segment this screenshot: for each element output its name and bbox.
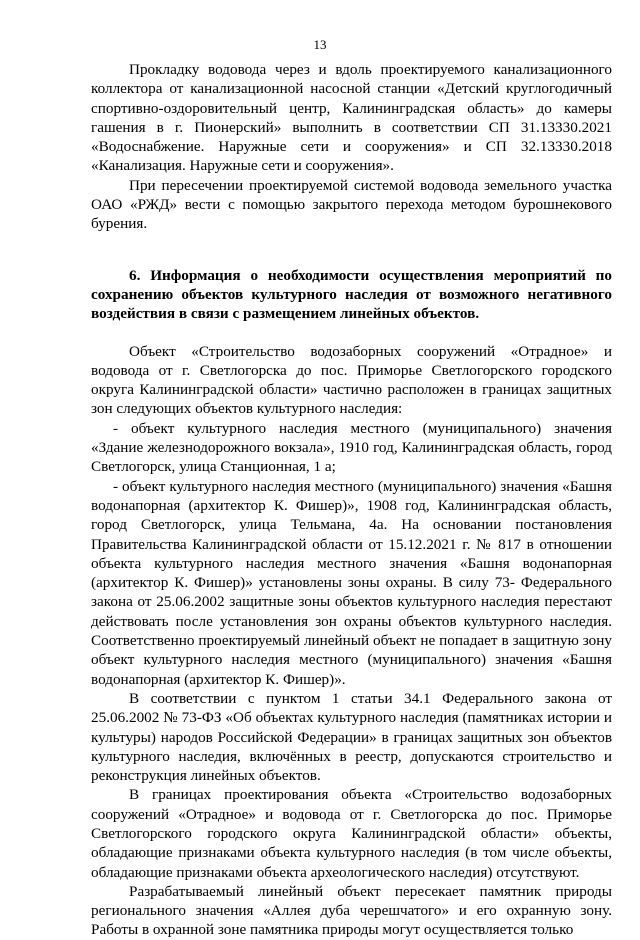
paragraph-protected-zones: Объект «Строительство водозаборных сооружений «Отрадное» и водовода от г. Светлогорска до пос. Приморье Светлогорского городского округа Калининградской области» частично расположен в границах защитных зон следующих объектов культурного наследия: bbox=[91, 342, 612, 418]
page-number: 13 bbox=[313, 37, 327, 52]
paragraph-gap bbox=[91, 234, 612, 254]
section-heading-cultural-heritage: 6. Информация о необходимости осуществления мероприятий по сохранению объектов культурного наследия от возможного негативного воздействия в связи с размещением линейных объектов. bbox=[91, 266, 612, 323]
paragraph-railway-crossing: При пересечении проектируемой системой водовода земельного участка ОАО «РЖД» вести с помощью закрытого перехода методом бурошнекового бурения. bbox=[91, 176, 612, 233]
paragraph-design-boundaries: В границах проектирования объекта «Строительство водозаборных сооружений «Отрадное» и водовода от г. Светлогорска до пос. Приморье Светлогорского городского округа Калининградской области» объекты, обладающие признаками объекта культурного наследия (в том числе объекты, обладающие признаками объекта археологического наследия) отсутствуют. bbox=[91, 786, 612, 881]
paragraph-water-pipe-laying: Прокладку водовода через и вдоль проектируемого канализационного коллектора от канализационной насосной станции «Детский круглогодичный спортивно-оздоровительный центр, Калининградская область» до камеры гашения в г. Пионерский» выполнить в соответствии СП 31.13330.2021 «Водоснабжение. Наружные сети и сооружения» и СП 32.13330.2018 «Канализация. Наружные сети и сооружения». bbox=[91, 61, 612, 175]
document-body bbox=[91, 60, 612, 940]
list-item-water-tower: - объект культурного наследия местного (муниципального) значения «Башня водонапорная (архитектор К. Фишер)», 1908 год, Калининградская область, город Светлогорск, улица Тельмана, 4а. На основании постановления Правительства Калининградской области от 15.12.2021 г. № 817 в отношении объекта культурного наследия местного значения «Башня водонапорная (архитектор К. Фишер)» установлены зоны охраны. В силу 73- Федерального закона от 25.06.2002 защитные зоны объектов культурного наследия перестают действовать после установления зон охраны объектов культурного наследия. Соответственно проектируемый линейный объект не попадает в защитную зону объект культурного наследия местного (муниципального) значения «Башня водонапорная (архитектор К. Фишер)». bbox=[91, 477, 612, 688]
paragraph-natural-monument: Разрабатываемый линейный объект пересекает памятник природы регионального значения «Аллея дуба черешчатого» и его охранную зону. Работы в охранной зоне памятника природы могут осуществляется только bbox=[91, 882, 612, 939]
paragraph-federal-law: В соответствии с пунктом 1 статьи 34.1 Федерального закона от 25.06.2002 № 73-ФЗ «Об объектах культурного наследия (памятниках истории и культуры) народов Российской Федерации» в границах защитных зон объектов культурного наследия, включённых в реестр, допускаются строительство и реконструкция линейных объектов. bbox=[91, 689, 612, 785]
list-item-railway-station: - объект культурного наследия местного (муниципального) значения «Здание железнодорожного вокзала», 1910 год, Калининградская область, город Светлогорск, улица Станционная, 1 а; bbox=[91, 419, 612, 476]
